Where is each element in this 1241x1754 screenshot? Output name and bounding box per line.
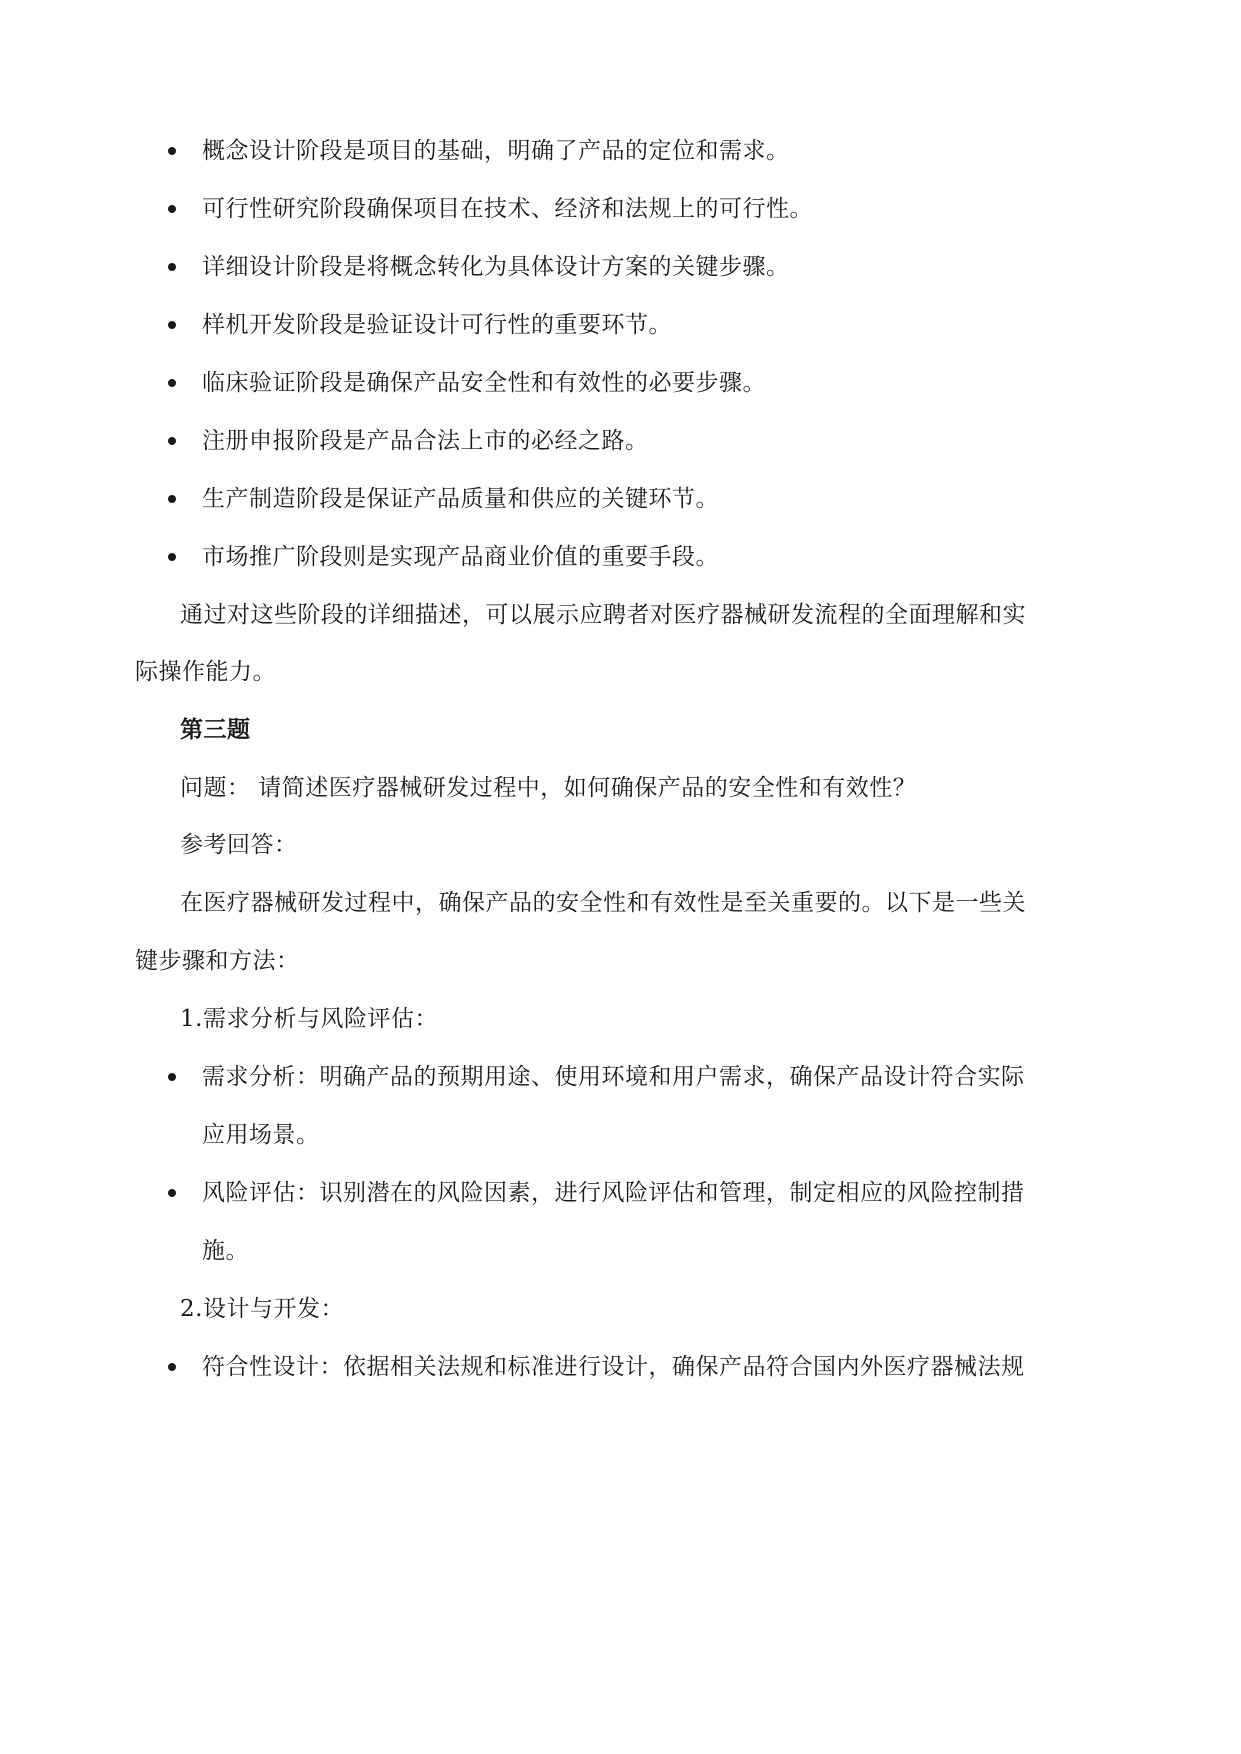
summary-bullet-8: 市场推广阶段则是实现产品商业价值的重要手段。 [202, 544, 719, 570]
intro-line-1: 在医疗器械研发过程中，确保产品的安全性和有效性是至关重要的。以下是一些关 [180, 890, 1026, 916]
intro-line-2: 键步骤和方法： [135, 948, 300, 974]
bullet-dot [168, 147, 176, 155]
step-1-bullet-1-line-1: 需求分析：明确产品的预期用途、使用环境和用户需求，确保产品设计符合实际 [202, 1064, 1025, 1090]
step-2-bullet-1-line-1: 符合性设计：依据相关法规和标准进行设计，确保产品符合国内外医疗器械法规 [202, 1354, 1025, 1380]
summary-bullet-1: 概念设计阶段是项目的基础，明确了产品的定位和需求。 [202, 138, 790, 164]
bullet-dot [168, 205, 176, 213]
section-title: 第三题 [180, 717, 251, 743]
bullet-dot [168, 1189, 176, 1197]
bullet-dot [168, 437, 176, 445]
step-1-title: 1.需求分析与风险评估： [180, 1006, 438, 1032]
bullet-dot [168, 1073, 176, 1081]
summary-bullet-7: 生产制造阶段是保证产品质量和供应的关键环节。 [202, 486, 719, 512]
bullet-dot [168, 321, 176, 329]
summary-bullet-3: 详细设计阶段是将概念转化为具体设计方案的关键步骤。 [202, 254, 790, 280]
bullet-dot [168, 553, 176, 561]
bullet-dot [168, 379, 176, 387]
step-2-title: 2.设计与开发： [180, 1296, 344, 1322]
summary-bullet-5: 临床验证阶段是确保产品安全性和有效性的必要步骤。 [202, 370, 766, 396]
summary-bullet-6: 注册申报阶段是产品合法上市的必经之路。 [202, 428, 649, 454]
answer-label: 参考回答： [180, 832, 298, 858]
summary-bullet-4: 样机开发阶段是验证设计可行性的重要环节。 [202, 312, 672, 338]
summary-bullet-2: 可行性研究阶段确保项目在技术、经济和法规上的可行性。 [202, 196, 813, 222]
conclusion-line-2: 际操作能力。 [135, 659, 276, 685]
step-1-bullet-2-line-2: 施。 [202, 1238, 249, 1264]
step-1-bullet-2-line-1: 风险评估：识别潜在的风险因素，进行风险评估和管理，制定相应的风险控制措 [202, 1180, 1025, 1206]
bullet-dot [168, 1363, 176, 1371]
bullet-dot [168, 495, 176, 503]
bullet-dot [168, 263, 176, 271]
conclusion-line-1: 通过对这些阶段的详细描述，可以展示应聘者对医疗器械研发流程的全面理解和实 [180, 602, 1026, 628]
step-1-bullet-1-line-2: 应用场景。 [202, 1122, 320, 1148]
question-text: 问题： 请简述医疗器械研发过程中，如何确保产品的安全性和有效性？ [180, 775, 917, 801]
